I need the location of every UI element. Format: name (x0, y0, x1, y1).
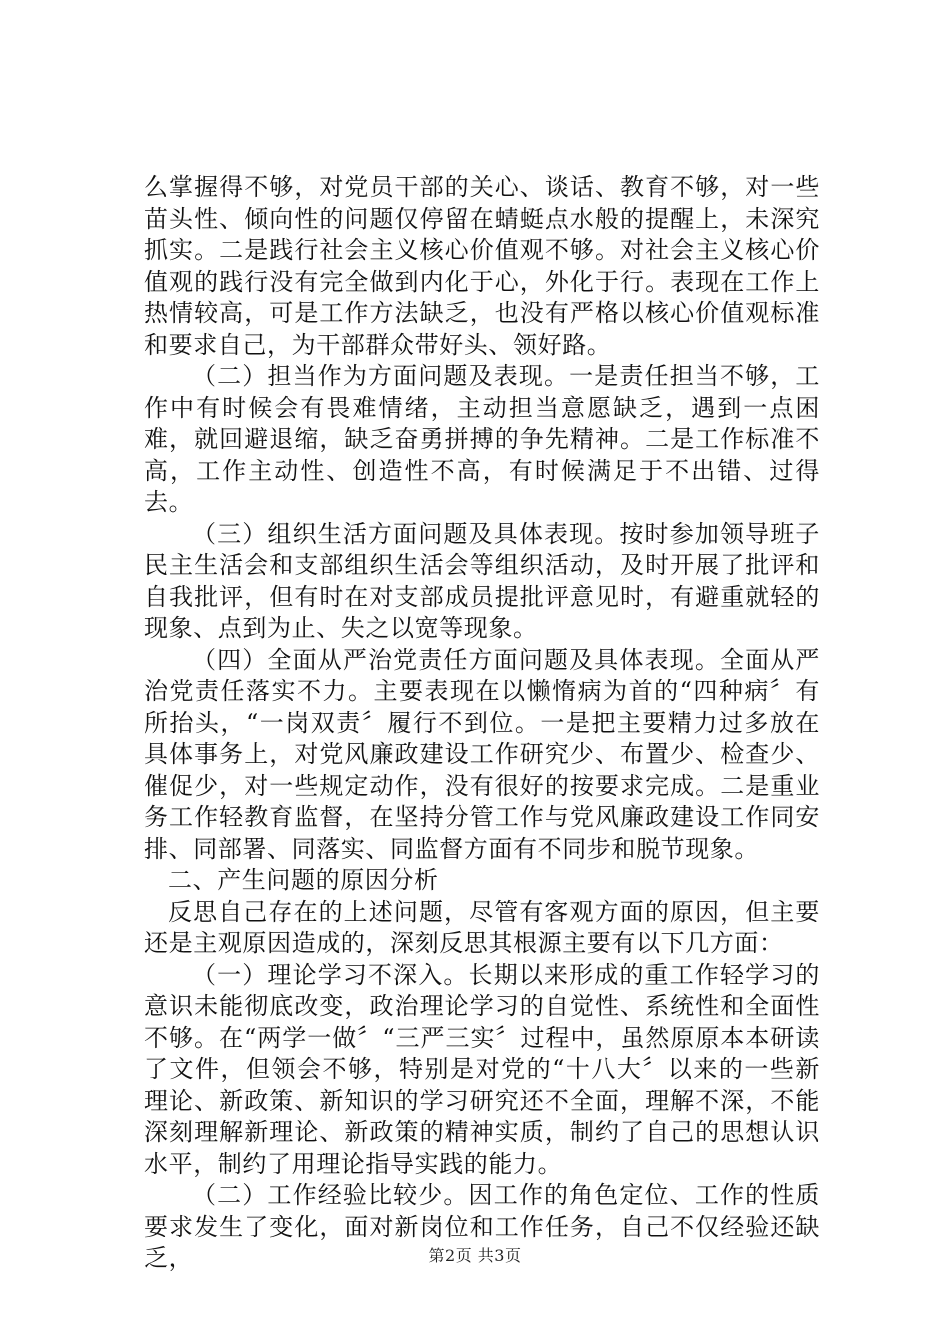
paragraph-organization-life: （三）组织生活方面问题及具体表现。按时参加领导班子民主生活会和支部组织生活会等组织活动，及时开展了批评和自我批评，但有时在对支部成员提批评意见时，有避重就轻的现象、点到为止、失之以宽等现象。 (144, 519, 820, 642)
document-body (144, 172, 820, 1275)
paragraph-party-governance: （四）全面从严治党责任方面问题及具体表现。全面从严治党责任落实不力。主要表现在以懒惰病为首的“四种病〞有所抬头，“一岗双责〞履行不到位。一是把主要精力过多放在具体事务上，对党风廉政建设工作研究少、布置少、检查少、催促少，对一些规定动作，没有很好的按要求完成。二是重业务工作轻教育监督，在坚持分管工作与党风廉政建设工作同安排、同部署、同落实、同监督方面有不同步和脱节现象。 (144, 645, 820, 863)
page-footer: 第2页 共3页 (428, 1246, 522, 1265)
paragraph-continuation: 么掌握得不够，对党员干部的关心、谈话、教育不够，对一些苗头性、倾向性的问题仅停留在蜻蜓点水般的提醒上，未深究抓实。二是践行社会主义核心价值观不够。对社会主义核心价值观的践行没有完全做到内化于心，外化于行。表现在工作上热情较高，可是工作方法缺乏，也没有严格以核心价值观标准和要求自己，为干部群众带好头、领好路。 (144, 173, 820, 359)
section-heading-cause-analysis: 二、产生问题的原因分析 (168, 866, 439, 894)
paragraph-reflection-intro: 反思自己存在的上述问题，尽管有客观方面的原因，但主要还是主观原因造成的，深刻反思其根源主要有以下几方面： (144, 897, 820, 957)
paragraph-responsibility: （二）担当作为方面问题及表现。一是责任担当不够，工作中有时候会有畏难情绪，主动担当意愿缺乏，遇到一点困难，就回避退缩，缺乏奋勇拼搏的争先精神。二是工作标准不高，工作主动性、创造性不高，有时候满足于不出错、过得去。 (144, 362, 820, 516)
paragraph-work-experience: （二）工作经验比较少。因工作的角色定位、工作的性质要求发生了变化，面对新岗位和工作任务，自己不仅经验还缺乏， (144, 1181, 820, 1272)
paragraph-theory-study: （一）理论学习不深入。长期以来形成的重工作轻学习的意识未能彻底改变，政治理论学习的自觉性、系统性和全面性不够。在“两学一做〞“三严三实〞过程中，虽然原原本本研读了文件，但领会不够，特别是对党的“十八大〞以来的一些新理论、新政策、新知识的学习研究还不全面，理解不深，不能深刻理解新理论、新政策的精神实质，制约了自己的思想认识水平，制约了用理论指导实践的能力。 (144, 960, 820, 1178)
